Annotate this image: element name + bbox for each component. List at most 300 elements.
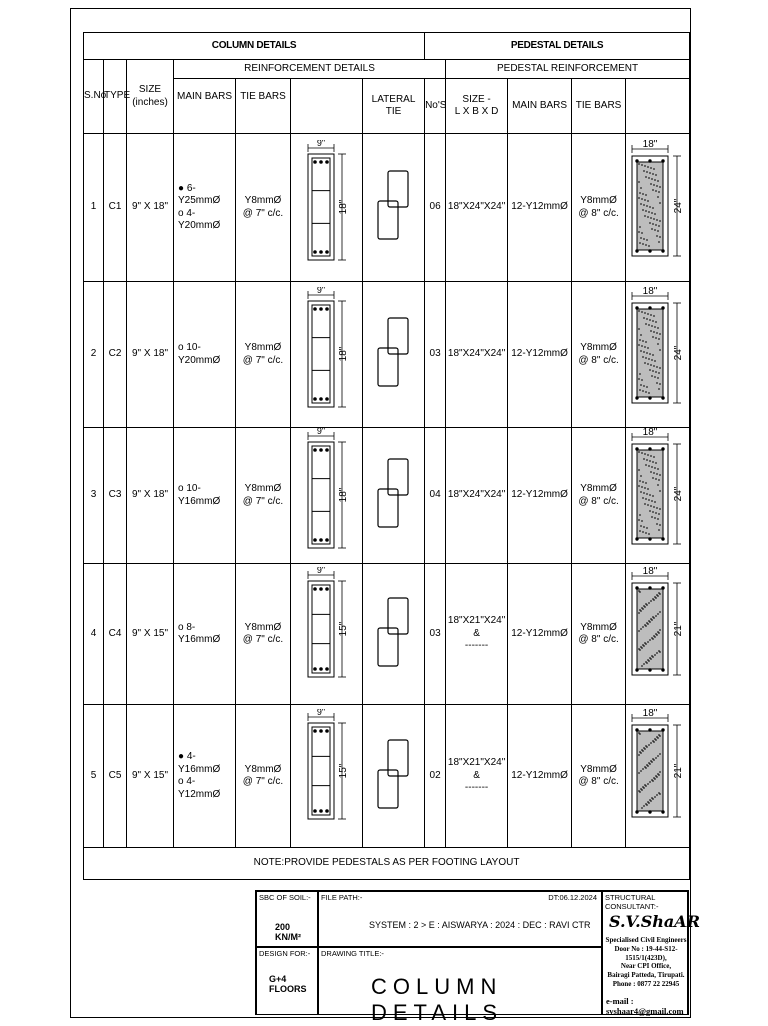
nos-header: No'S <box>425 79 446 134</box>
concrete-aggregate-dot <box>647 347 649 349</box>
concrete-aggregate-dot <box>659 735 661 737</box>
concrete-aggregate-dot <box>654 654 656 656</box>
nos-cell-line: 04 <box>429 489 441 501</box>
concrete-aggregate-dot <box>651 761 653 763</box>
concrete-aggregate-dot <box>647 313 649 315</box>
pedestal-bar <box>635 668 638 671</box>
main-bars-cell <box>174 282 236 428</box>
main-bar <box>313 250 317 254</box>
pedestal-main-bars-cell <box>508 134 572 282</box>
concrete-aggregate-dot <box>659 651 661 653</box>
concrete-aggregate-dot <box>639 373 641 375</box>
column-stirrup <box>312 727 330 815</box>
main-bar <box>313 160 317 164</box>
concrete-aggregate-dot <box>643 458 645 460</box>
concrete-aggregate-dot <box>646 171 648 173</box>
concrete-aggregate-dot <box>649 763 651 765</box>
concrete-aggregate-dot <box>644 165 646 167</box>
size-cell-line: 9" X 18" <box>131 201 168 213</box>
pedestal-bar <box>648 307 651 310</box>
table-row <box>84 428 690 564</box>
concrete-aggregate-dot <box>659 771 661 773</box>
nos-cell <box>425 282 446 428</box>
nos-cell <box>425 705 446 848</box>
concrete-aggregate-dot <box>641 232 643 234</box>
type-cell-line: C5 <box>108 769 122 781</box>
concrete-aggregate-dot <box>648 602 650 604</box>
concrete-aggregate-dot <box>643 492 645 494</box>
concrete-aggregate-dot <box>647 783 649 785</box>
size-cell <box>127 564 174 705</box>
pedestal-bar <box>635 160 638 163</box>
concrete-aggregate-dot <box>654 796 656 798</box>
tie-bars-cell <box>236 428 291 564</box>
concrete-aggregate-dot <box>639 226 641 228</box>
pedestal-bar <box>648 250 651 253</box>
concrete-aggregate-dot <box>645 767 647 769</box>
concrete-aggregate-dot <box>640 770 642 772</box>
table-row <box>84 282 690 428</box>
concrete-aggregate-dot <box>642 340 644 342</box>
concrete-aggregate-dot <box>643 805 645 807</box>
file-path-label: FILE PATH:- <box>321 893 363 902</box>
concrete-aggregate-dot <box>639 389 641 391</box>
main-bar <box>325 809 329 813</box>
concrete-aggregate-dot <box>657 196 659 198</box>
concrete-aggregate-dot <box>644 346 646 348</box>
main-bars-cell-line: o 4-Y20mmØ <box>178 207 221 231</box>
pedestal-main-bars-cell <box>508 428 572 564</box>
concrete-aggregate-dot <box>657 468 659 470</box>
concrete-aggregate-dot <box>659 236 661 238</box>
main-bar <box>325 448 329 452</box>
tie-bars-cell-line: Y8mmØ <box>244 621 282 633</box>
design-for-label: DESIGN FOR:- <box>259 949 311 958</box>
column-stirrup <box>312 305 330 403</box>
concrete-aggregate-dot <box>646 493 648 495</box>
concrete-aggregate-dot <box>657 737 659 739</box>
consultant-line5: Phone : 0877 22 22945 <box>612 979 680 988</box>
concrete-aggregate-dot <box>649 353 651 355</box>
concrete-aggregate-dot <box>655 224 657 226</box>
pedestal-main-bars-cell <box>508 705 572 848</box>
concrete-aggregate-dot <box>652 173 654 175</box>
pedestal-section-drawing <box>626 709 690 839</box>
main-bar <box>325 160 329 164</box>
concrete-aggregate-dot <box>647 641 649 643</box>
concrete-aggregate-dot <box>653 168 655 170</box>
column-height-label: 15" <box>337 621 349 637</box>
concrete-aggregate-dot <box>640 237 642 239</box>
sbc-cell <box>256 891 318 947</box>
concrete-aggregate-dot <box>639 530 641 532</box>
concrete-aggregate-dot <box>648 744 650 746</box>
tie-bars-cell-line: @ 7" c/c. <box>242 354 284 366</box>
pedestal-main-bars-cell-line: 12-Y12mmØ <box>511 769 568 781</box>
sno-cell-line: 4 <box>90 627 97 639</box>
concrete-aggregate-dot <box>652 336 654 338</box>
concrete-aggregate-dot <box>641 486 643 488</box>
concrete-aggregate-dot <box>650 167 652 169</box>
pedestal-width-label: 18" <box>642 287 658 298</box>
concrete-aggregate-dot <box>642 626 644 628</box>
concrete-aggregate-dot <box>646 205 648 207</box>
concrete-aggregate-dot <box>656 235 658 237</box>
concrete-aggregate-dot <box>659 333 661 335</box>
concrete-aggregate-dot <box>647 363 649 365</box>
type-cell <box>104 428 127 564</box>
concrete-aggregate-dot <box>654 213 656 215</box>
pedestal-tie-bars-cell <box>572 705 626 848</box>
main-bars-cell <box>174 564 236 705</box>
concrete-aggregate-dot <box>651 516 653 518</box>
pedestal-tie-bars-cell-line: @ 8" c/c. <box>578 495 619 507</box>
concrete-aggregate-dot <box>639 192 641 194</box>
pedestal-height-label: 21" <box>673 763 685 779</box>
concrete-aggregate-dot <box>640 610 642 612</box>
concrete-aggregate-dot <box>641 520 643 522</box>
concrete-aggregate-dot <box>655 174 657 176</box>
concrete-aggregate-dot <box>646 746 648 748</box>
concrete-aggregate-dot <box>640 491 642 493</box>
concrete-aggregate-dot <box>641 379 643 381</box>
pedestal-height-label: 24" <box>673 345 685 361</box>
main-bars-cell-line: ● 4-Y16mmØ <box>178 751 221 775</box>
concrete-aggregate-dot <box>653 456 655 458</box>
concrete-aggregate-dot <box>650 183 652 185</box>
concrete-aggregate-dot <box>658 388 660 390</box>
concrete-aggregate-dot <box>658 529 660 531</box>
concrete-aggregate-dot <box>656 366 658 368</box>
pedestal-bar <box>635 448 638 451</box>
concrete-aggregate-dot <box>657 595 659 597</box>
size-cell <box>127 705 174 848</box>
concrete-aggregate-dot <box>658 513 660 515</box>
column-stirrup <box>312 446 330 544</box>
nos-cell-line: 02 <box>429 769 441 781</box>
lateral-tie-cell <box>363 428 425 564</box>
tie-bars-cell-line: Y8mmØ <box>244 195 282 206</box>
concrete-aggregate-dot <box>644 503 646 505</box>
concrete-aggregate-dot <box>645 323 647 325</box>
concrete-aggregate-dot <box>641 311 643 313</box>
concrete-aggregate-dot <box>659 367 661 369</box>
consultant-label: STRUCTURAL CONSULTANT:- <box>605 893 659 911</box>
concrete-aggregate-dot <box>655 190 657 192</box>
size-header <box>127 60 174 134</box>
type-cell <box>104 564 127 705</box>
concrete-aggregate-dot <box>650 471 652 473</box>
pedestal-bar <box>661 397 664 400</box>
column-width-label: 9" <box>316 287 325 296</box>
pedestal-section-drawing <box>626 567 690 697</box>
pedestal-size-cell-line: 18"X24"X24" <box>447 201 506 213</box>
pedestal-tie-bars-cell-line: Y8mmØ <box>580 195 617 206</box>
concrete-aggregate-dot <box>647 200 649 202</box>
concrete-aggregate-dot <box>652 223 654 225</box>
main-bar <box>319 250 323 254</box>
sno-cell-line: 5 <box>90 769 97 781</box>
concrete-aggregate-dot <box>655 739 657 741</box>
concrete-aggregate-dot <box>647 623 649 625</box>
concrete-aggregate-dot <box>648 211 650 213</box>
main-bar <box>313 809 317 813</box>
concrete-aggregate-dot <box>646 459 648 461</box>
concrete-aggregate-dot <box>656 507 658 509</box>
pedestal-tie-bars-cell <box>572 282 626 428</box>
concrete-aggregate-dot <box>652 798 654 800</box>
concrete-aggregate-dot <box>647 166 649 168</box>
concrete-aggregate-dot <box>648 245 650 247</box>
type-cell-line: C3 <box>108 489 122 501</box>
concrete-aggregate-dot <box>654 501 656 503</box>
concrete-aggregate-dot <box>652 656 654 658</box>
main-bars-cell-line: ● 6-Y25mmØ <box>178 182 221 206</box>
concrete-aggregate-dot <box>648 660 650 662</box>
pedestal-tie-bars-cell <box>572 564 626 705</box>
tie-bars-header: TIE BARS <box>236 79 291 134</box>
pedestal-bar <box>635 538 638 541</box>
pedestal-section-cell <box>626 134 690 282</box>
concrete-aggregate-dot <box>658 372 660 374</box>
drawing-title-label: DRAWING TITLE:- <box>321 949 384 958</box>
concrete-aggregate-dot <box>653 184 655 186</box>
concrete-aggregate-dot <box>639 514 641 516</box>
column-details-heading: COLUMN DETAILS <box>84 33 425 60</box>
concrete-aggregate-dot <box>643 385 645 387</box>
pedestal-size-header-line2: L X B X D <box>454 106 499 117</box>
concrete-aggregate-dot <box>652 370 654 372</box>
concrete-aggregate-dot <box>638 181 640 183</box>
design-for-value: G+4 FLOORS <box>269 974 307 994</box>
tie-bars-cell-line: @ 7" c/c. <box>242 495 284 507</box>
concrete-aggregate-dot <box>656 776 658 778</box>
main-bar <box>319 667 323 671</box>
concrete-aggregate-dot <box>654 326 656 328</box>
concrete-aggregate-dot <box>651 228 653 230</box>
concrete-aggregate-dot <box>649 206 651 208</box>
concrete-aggregate-dot <box>652 354 654 356</box>
concrete-aggregate-dot <box>645 194 647 196</box>
pedestal-tie-bars-cell-line: @ 8" c/c. <box>578 207 619 219</box>
sno-cell-line: 2 <box>90 348 97 360</box>
file-path-cell <box>318 891 602 947</box>
type-cell <box>104 282 127 428</box>
main-bars-cell-line: o 10-Y16mmØ <box>178 483 221 507</box>
drawing-date: DT:06.12.2024 <box>548 893 597 902</box>
concrete-aggregate-dot <box>640 334 642 336</box>
pedestal-main-bars-cell-line: 12-Y12mmØ <box>511 627 568 639</box>
concrete-aggregate-dot <box>641 452 643 454</box>
concrete-aggregate-dot <box>650 505 652 507</box>
concrete-aggregate-dot <box>654 636 656 638</box>
main-bars-cell-line: o 8-Y16mmØ <box>178 621 221 645</box>
concrete-aggregate-dot <box>639 649 641 651</box>
column-section-drawing <box>296 428 358 558</box>
lateral-tie-cell <box>363 705 425 848</box>
main-bar <box>313 729 317 733</box>
concrete-aggregate-dot <box>638 519 640 521</box>
concrete-aggregate-dot <box>659 490 661 492</box>
sno-cell-line: 1 <box>90 201 97 213</box>
pedestal-size-cell-line: 18"X24"X24" <box>447 348 506 360</box>
sbc-label: SBC OF SOIL:- <box>259 893 311 902</box>
concrete-aggregate-dot <box>638 754 640 756</box>
concrete-aggregate-dot <box>642 608 644 610</box>
main-bar <box>325 250 329 254</box>
concrete-aggregate-dot <box>645 464 647 466</box>
concrete-aggregate-dot <box>647 504 649 506</box>
concrete-aggregate-dot <box>648 802 650 804</box>
size-cell-line: 9" X 18" <box>131 489 168 501</box>
concrete-aggregate-dot <box>645 176 647 178</box>
pedestal-size-cell-line: 18"X21"X24" <box>447 615 506 627</box>
concrete-aggregate-dot <box>657 484 659 486</box>
concrete-aggregate-dot <box>642 768 644 770</box>
concrete-aggregate-dot <box>659 220 661 222</box>
main-bar <box>325 667 329 671</box>
size-header-line2: (inches) <box>132 96 168 108</box>
concrete-aggregate-dot <box>640 203 642 205</box>
tie-bars-cell <box>236 134 291 282</box>
pedestal-bar <box>661 307 664 310</box>
concrete-aggregate-dot <box>638 231 640 233</box>
concrete-aggregate-dot <box>646 352 648 354</box>
pedestal-tie-bars-cell-line: Y8mmØ <box>580 342 617 353</box>
pedestal-section-cell <box>626 282 690 428</box>
concrete-aggregate-dot <box>657 377 659 379</box>
concrete-aggregate-dot <box>659 593 661 595</box>
pedestal-bar <box>661 668 664 671</box>
concrete-aggregate-dot <box>654 376 656 378</box>
column-section-drawing <box>296 140 358 270</box>
concrete-aggregate-dot <box>650 800 652 802</box>
concrete-aggregate-dot <box>653 599 655 601</box>
column-details-table <box>83 32 690 880</box>
concrete-aggregate-dot <box>657 327 659 329</box>
main-bar <box>313 587 317 591</box>
concrete-aggregate-dot <box>646 604 648 606</box>
design-for-cell <box>256 947 318 1015</box>
sno-cell-line: 3 <box>90 489 97 501</box>
concrete-aggregate-dot <box>640 475 642 477</box>
lateral-tie-drawing <box>374 453 414 533</box>
type-cell-line: C4 <box>108 627 122 639</box>
concrete-aggregate-dot <box>638 344 640 346</box>
concrete-aggregate-dot <box>642 243 644 245</box>
tie-bars-cell <box>236 705 291 848</box>
pedestal-size-cell-line: 18"X21"X24" <box>447 757 506 769</box>
concrete-aggregate-dot <box>649 369 651 371</box>
concrete-aggregate-dot <box>650 455 652 457</box>
concrete-aggregate-dot <box>658 479 660 481</box>
concrete-aggregate-dot <box>638 630 640 632</box>
concrete-aggregate-dot <box>656 794 658 796</box>
main-bar <box>325 307 329 311</box>
column-height-label: 15" <box>337 763 349 779</box>
concrete-aggregate-dot <box>656 219 658 221</box>
concrete-aggregate-dot <box>639 733 641 735</box>
main-bar <box>319 809 323 813</box>
pedestal-bar <box>648 448 651 451</box>
pedestal-bar <box>635 307 638 310</box>
concrete-aggregate-dot <box>655 597 657 599</box>
lateral-tie-cell <box>363 564 425 705</box>
concrete-aggregate-dot <box>653 315 655 317</box>
concrete-aggregate-dot <box>647 216 649 218</box>
concrete-aggregate-dot <box>655 462 657 464</box>
concrete-aggregate-dot <box>648 324 650 326</box>
concrete-aggregate-dot <box>655 757 657 759</box>
concrete-aggregate-dot <box>642 356 644 358</box>
concrete-aggregate-dot <box>641 345 643 347</box>
pedestal-size-cell <box>446 428 508 564</box>
concrete-aggregate-dot <box>652 495 654 497</box>
main-bars-cell <box>174 134 236 282</box>
drawing-title-value: COLUMN DETAILS <box>371 974 504 1025</box>
concrete-aggregate-dot <box>654 517 656 519</box>
consultant-line4: Bairagi Patteda, Tirupati. <box>607 971 685 979</box>
concrete-aggregate-dot <box>659 383 661 385</box>
pedestal-bar <box>661 160 664 163</box>
pedestal-size-cell <box>446 282 508 428</box>
consultant-email: e-mail : svshaar4@gmail.com <box>606 996 684 1016</box>
pedestal-height-label: 24" <box>673 198 685 214</box>
concrete-aggregate-dot <box>654 179 656 181</box>
concrete-aggregate-dot <box>650 314 652 316</box>
concrete-aggregate-dot <box>649 781 651 783</box>
pedestal-section-drawing <box>626 287 690 417</box>
concrete-aggregate-dot <box>652 189 654 191</box>
concrete-aggregate-dot <box>644 215 646 217</box>
pedestal-bar <box>648 668 651 671</box>
concrete-aggregate-dot <box>649 639 651 641</box>
pedestal-bar <box>648 586 651 589</box>
consultant-address <box>603 936 689 989</box>
nos-cell-line: 03 <box>429 627 441 639</box>
concrete-aggregate-dot <box>659 793 661 795</box>
pedestal-main-bars-cell <box>508 564 572 705</box>
concrete-aggregate-dot <box>645 482 647 484</box>
size-cell <box>127 428 174 564</box>
concrete-aggregate-dot <box>656 382 658 384</box>
concrete-aggregate-dot <box>640 187 642 189</box>
pedestal-tie-bars-cell-line: @ 8" c/c. <box>578 776 619 787</box>
concrete-aggregate-dot <box>652 461 654 463</box>
pedestal-size-cell <box>446 134 508 282</box>
concrete-aggregate-dot <box>651 466 653 468</box>
pedestal-concrete-fill <box>637 162 663 250</box>
column-section-cell <box>291 705 363 848</box>
nos-cell <box>425 564 446 705</box>
concrete-aggregate-dot <box>646 318 648 320</box>
table-row <box>84 705 690 848</box>
pedestal-bar <box>648 538 651 541</box>
main-bars-cell <box>174 705 236 848</box>
concrete-aggregate-dot <box>649 460 651 462</box>
consultant-logo: S.V.ShaAR <box>609 912 701 931</box>
sno-cell <box>84 564 104 705</box>
sno-cell <box>84 134 104 282</box>
main-bar <box>319 729 323 733</box>
concrete-aggregate-dot <box>657 613 659 615</box>
pedestal-bar <box>648 728 651 731</box>
reinforcement-details-header: REINFORCEMENT DETAILS <box>174 60 446 79</box>
concrete-aggregate-dot <box>645 498 647 500</box>
concrete-aggregate-dot <box>642 209 644 211</box>
column-height-label: 18" <box>337 487 349 503</box>
concrete-aggregate-dot <box>639 480 641 482</box>
